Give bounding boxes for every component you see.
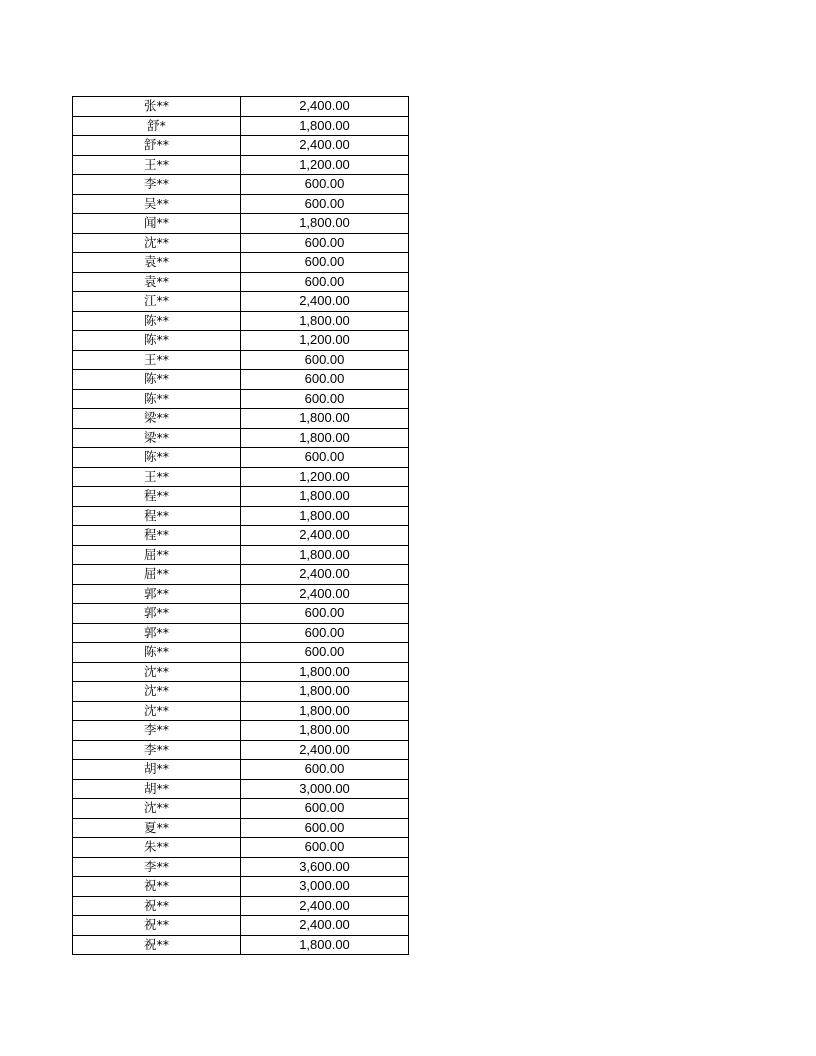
table-row bbox=[73, 818, 409, 838]
name-cell: 陈** bbox=[73, 643, 241, 663]
amount-cell: 600.00 bbox=[241, 272, 409, 292]
amount-cell: 1,800.00 bbox=[241, 409, 409, 429]
name-cell: 程** bbox=[73, 526, 241, 546]
amount-cell: 3,000.00 bbox=[241, 779, 409, 799]
amount-cell: 600.00 bbox=[241, 818, 409, 838]
table-row bbox=[73, 623, 409, 643]
amount-cell: 600.00 bbox=[241, 604, 409, 624]
table-row bbox=[73, 838, 409, 858]
name-cell: 郭** bbox=[73, 623, 241, 643]
name-cell: 沈** bbox=[73, 682, 241, 702]
name-cell: 闻** bbox=[73, 214, 241, 234]
name-cell: 李** bbox=[73, 740, 241, 760]
name-cell: 陈** bbox=[73, 311, 241, 331]
name-cell: 祝** bbox=[73, 896, 241, 916]
table-row bbox=[73, 487, 409, 507]
name-cell: 陈** bbox=[73, 389, 241, 409]
amount-cell: 3,000.00 bbox=[241, 877, 409, 897]
name-cell: 吴** bbox=[73, 194, 241, 214]
name-cell: 沈** bbox=[73, 662, 241, 682]
table-row bbox=[73, 214, 409, 234]
amount-cell: 1,200.00 bbox=[241, 467, 409, 487]
name-cell: 舒** bbox=[73, 136, 241, 156]
table-row bbox=[73, 896, 409, 916]
amount-cell: 600.00 bbox=[241, 623, 409, 643]
amount-cell: 600.00 bbox=[241, 448, 409, 468]
amount-cell: 2,400.00 bbox=[241, 565, 409, 585]
amount-cell: 2,400.00 bbox=[241, 292, 409, 312]
table-row bbox=[73, 292, 409, 312]
table-row bbox=[73, 643, 409, 663]
amount-cell: 1,800.00 bbox=[241, 311, 409, 331]
table-row bbox=[73, 779, 409, 799]
table-row bbox=[73, 701, 409, 721]
amount-cell: 1,200.00 bbox=[241, 155, 409, 175]
table-row bbox=[73, 740, 409, 760]
amount-cell: 2,400.00 bbox=[241, 526, 409, 546]
amount-cell: 2,400.00 bbox=[241, 916, 409, 936]
name-cell: 祝** bbox=[73, 877, 241, 897]
name-cell: 屈** bbox=[73, 545, 241, 565]
name-cell: 胡** bbox=[73, 760, 241, 780]
table-row bbox=[73, 506, 409, 526]
table-row bbox=[73, 545, 409, 565]
amount-cell: 600.00 bbox=[241, 233, 409, 253]
amount-cell: 1,800.00 bbox=[241, 487, 409, 507]
table-row bbox=[73, 604, 409, 624]
table-row bbox=[73, 760, 409, 780]
name-cell: 郭** bbox=[73, 584, 241, 604]
table-row bbox=[73, 799, 409, 819]
name-cell: 李** bbox=[73, 857, 241, 877]
name-cell: 祝** bbox=[73, 916, 241, 936]
name-cell: 胡** bbox=[73, 779, 241, 799]
amount-cell: 600.00 bbox=[241, 194, 409, 214]
amount-cell: 1,800.00 bbox=[241, 935, 409, 955]
table-row bbox=[73, 565, 409, 585]
table-row bbox=[73, 584, 409, 604]
table-row bbox=[73, 467, 409, 487]
table-row bbox=[73, 311, 409, 331]
amount-cell: 2,400.00 bbox=[241, 584, 409, 604]
amount-cell: 1,800.00 bbox=[241, 701, 409, 721]
amount-cell: 600.00 bbox=[241, 760, 409, 780]
table-row bbox=[73, 136, 409, 156]
amount-cell: 3,600.00 bbox=[241, 857, 409, 877]
name-cell: 朱** bbox=[73, 838, 241, 858]
table-row bbox=[73, 370, 409, 390]
amount-cell: 600.00 bbox=[241, 389, 409, 409]
name-cell: 祝** bbox=[73, 935, 241, 955]
name-cell: 张** bbox=[73, 97, 241, 117]
name-cell: 梁** bbox=[73, 428, 241, 448]
table-row bbox=[73, 877, 409, 897]
amount-cell: 1,800.00 bbox=[241, 428, 409, 448]
amount-cell: 600.00 bbox=[241, 253, 409, 273]
amount-cell: 2,400.00 bbox=[241, 136, 409, 156]
amount-cell: 2,400.00 bbox=[241, 97, 409, 117]
table-row bbox=[73, 857, 409, 877]
table-row bbox=[73, 389, 409, 409]
name-cell: 梁** bbox=[73, 409, 241, 429]
table-row bbox=[73, 194, 409, 214]
name-cell: 沈** bbox=[73, 233, 241, 253]
table-row bbox=[73, 682, 409, 702]
table-row bbox=[73, 409, 409, 429]
amount-cell: 1,800.00 bbox=[241, 116, 409, 136]
table-row bbox=[73, 721, 409, 741]
amount-cell: 600.00 bbox=[241, 350, 409, 370]
table-row bbox=[73, 662, 409, 682]
name-cell: 李** bbox=[73, 721, 241, 741]
name-cell: 王** bbox=[73, 350, 241, 370]
table-row bbox=[73, 272, 409, 292]
name-cell: 郭** bbox=[73, 604, 241, 624]
amount-cell: 2,400.00 bbox=[241, 740, 409, 760]
name-cell: 程** bbox=[73, 487, 241, 507]
name-cell: 夏** bbox=[73, 818, 241, 838]
name-cell: 王** bbox=[73, 155, 241, 175]
name-cell: 王** bbox=[73, 467, 241, 487]
name-cell: 陈** bbox=[73, 370, 241, 390]
name-cell: 江** bbox=[73, 292, 241, 312]
table-body bbox=[73, 97, 409, 955]
name-cell: 沈** bbox=[73, 799, 241, 819]
amount-cell: 600.00 bbox=[241, 838, 409, 858]
table-row bbox=[73, 448, 409, 468]
table-row bbox=[73, 526, 409, 546]
name-cell: 沈** bbox=[73, 701, 241, 721]
amount-cell: 2,400.00 bbox=[241, 896, 409, 916]
name-cell: 程** bbox=[73, 506, 241, 526]
amount-cell: 1,800.00 bbox=[241, 506, 409, 526]
table-row bbox=[73, 350, 409, 370]
name-cell: 袁** bbox=[73, 253, 241, 273]
table-row bbox=[73, 253, 409, 273]
amount-cell: 1,800.00 bbox=[241, 545, 409, 565]
table-row bbox=[73, 155, 409, 175]
data-table bbox=[72, 96, 409, 955]
amount-cell: 1,800.00 bbox=[241, 721, 409, 741]
table-row bbox=[73, 428, 409, 448]
name-cell: 袁** bbox=[73, 272, 241, 292]
name-cell: 陈** bbox=[73, 331, 241, 351]
table-row bbox=[73, 233, 409, 253]
table-row bbox=[73, 935, 409, 955]
amount-cell: 600.00 bbox=[241, 370, 409, 390]
table-row bbox=[73, 116, 409, 136]
amount-cell: 1,800.00 bbox=[241, 214, 409, 234]
table-row bbox=[73, 331, 409, 351]
table-row bbox=[73, 97, 409, 117]
amount-cell: 1,800.00 bbox=[241, 662, 409, 682]
table-row bbox=[73, 916, 409, 936]
amount-cell: 600.00 bbox=[241, 175, 409, 195]
name-cell: 屈** bbox=[73, 565, 241, 585]
table-row bbox=[73, 175, 409, 195]
name-cell: 陈** bbox=[73, 448, 241, 468]
amount-cell: 1,800.00 bbox=[241, 682, 409, 702]
name-cell: 李** bbox=[73, 175, 241, 195]
name-cell: 舒* bbox=[73, 116, 241, 136]
amount-cell: 600.00 bbox=[241, 799, 409, 819]
amount-cell: 1,200.00 bbox=[241, 331, 409, 351]
amount-cell: 600.00 bbox=[241, 643, 409, 663]
